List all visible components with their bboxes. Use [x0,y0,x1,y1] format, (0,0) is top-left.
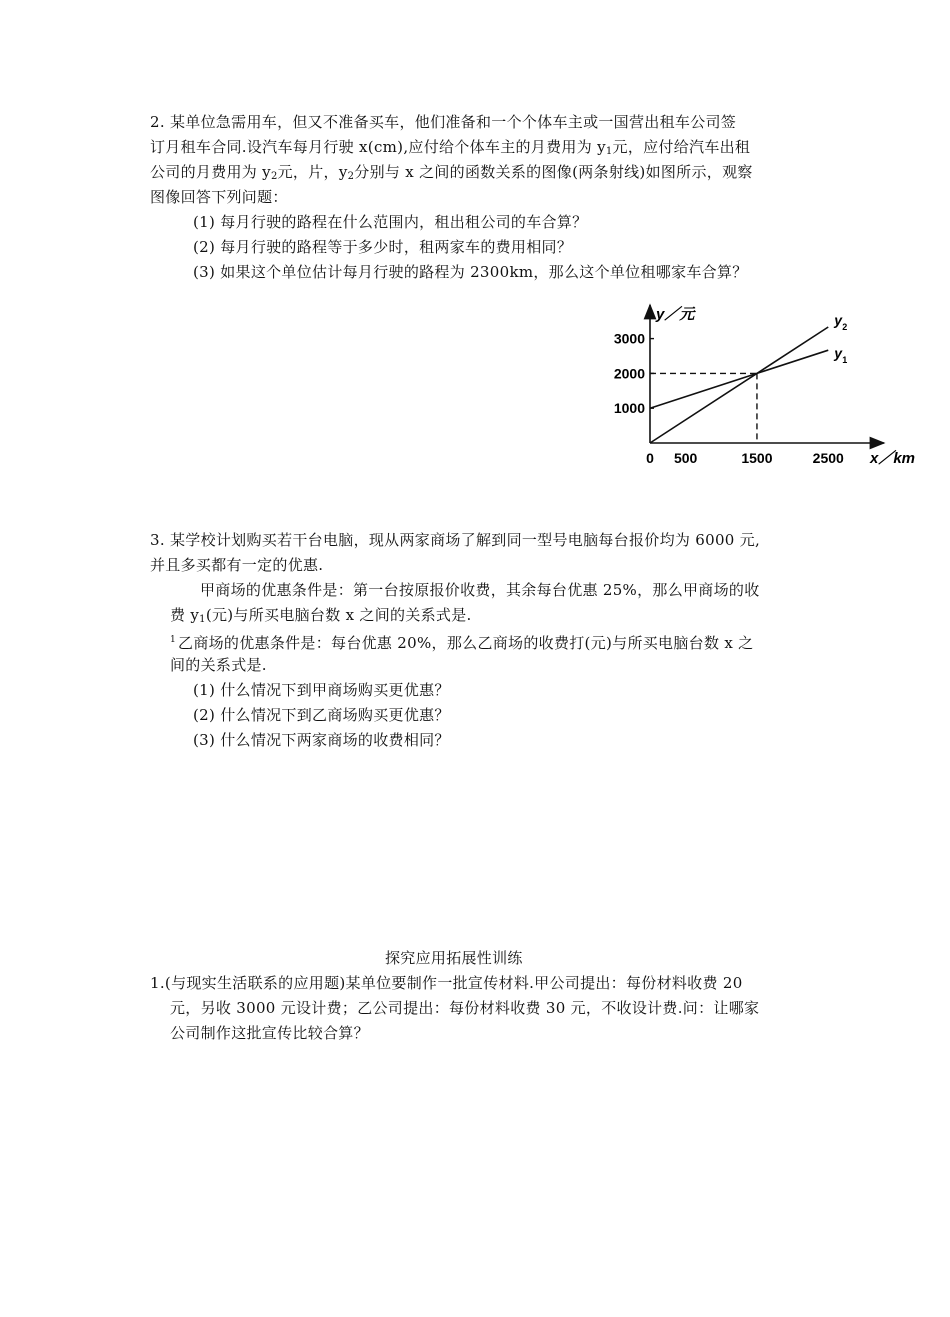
problem2-line-3 [150,162,753,187]
section-line-2: 元，另收 3000 元设计费；乙公司提出：每份材料收费 30 元，不收设计费.问：让哪家 [170,999,760,1017]
y-axis-label: y／元 [656,306,695,323]
problem2-line-2 [150,137,750,162]
series-label-sub-y1: 1 [842,355,848,366]
problem3-line-4 [170,605,472,630]
problem2-line-4: 图像回答下列问题： [150,188,288,206]
problem2-text: 元，应付给汽车出租 [612,138,751,156]
subscript: 1 [605,146,613,157]
y-tick-label: 1000 [613,400,645,417]
superscript: 1 [170,635,177,645]
problem2-question-3: (3) 如果这个单位估计每月行驶的路程为 2300km，那么这个单位租哪家车合算？ [193,263,748,281]
problem2-text: 公司的月费用为 y [150,163,271,181]
series-label-y2: y [834,312,843,329]
problem3-text: 乙商场的优惠条件是：每台优惠 20%，那么乙商场的收费打(元)与所买电脑台数 x 之 [178,634,754,652]
x-axis-label: x／km [870,450,916,467]
series-line-y2 [650,327,828,443]
y-tick-label: 2000 [613,365,645,382]
y-tick-label: 3000 [613,330,645,347]
problem2-question-2: (2) 每月行驶的路程等于多少时，租两家车的费用相同？ [193,238,573,256]
line-chart [600,295,930,475]
problem2-line-1: 2. 某单位急需用车，但又不准备买车，他们准备和一个个体车主或一国营出租车公司签 [150,113,737,131]
subscript: 1 [199,614,206,625]
series-label-y1: y [834,345,843,362]
section-title: 探究应用拓展性训练 [385,949,523,967]
subscript: 2 [347,171,355,182]
problem3-question-1: (1) 什么情况下到甲商场购买更优惠？ [193,681,450,699]
section-line-3: 公司制作这批宣传比较合算？ [170,1024,369,1042]
problem3-question-2: (2) 什么情况下到乙商场购买更优惠？ [193,706,450,724]
problem3-line-6: 间的关系式是. [170,656,267,674]
problem2-text: 订月租车合同.设汽车每月行驶 x(cm),应付给个体车主的月费用为 y [150,138,606,156]
problem3-line-2: 并且多买都有一定的优惠. [150,556,324,574]
x-tick-label: 2500 [812,450,844,466]
series-label-sub-y2: 2 [842,322,848,333]
problem3-line-3: 甲商场的优惠条件是：第一台按原报价收费，其余每台优惠 25%，那么甲商场的收 [200,581,760,599]
problem2-text: 分别与 x 之间的函数关系的图像(两条射线)如图所示，观察 [354,163,753,181]
problem2-question-1: (1) 每月行驶的路程在什么范围内，租出租公司的车合算？ [193,213,588,231]
section-line-1: 1.(与现实生活联系的应用题)某单位要制作一批宣传材料.甲公司提出：每份材料收费 20 [150,974,743,992]
problem3-text: 费 y [170,606,200,624]
x-tick-label: 0 [646,450,654,466]
problem3-question-3: (3) 什么情况下两家商场的收费相同？ [193,731,450,749]
problem3-line-5 [170,630,753,653]
problem3-text: (元)与所买电脑台数 x 之间的关系式是. [205,606,472,624]
subscript: 2 [270,171,278,182]
x-tick-label: 500 [673,450,698,466]
problem2-text: 元，片，y [277,163,348,181]
x-tick-label: 1500 [741,450,773,466]
problem3-line-1: 3. 某学校计划购买若干台电脑，现从两家商场了解到同一型号电脑每台报价均为 6000 元, [150,531,761,549]
series-line-y1 [650,350,828,408]
